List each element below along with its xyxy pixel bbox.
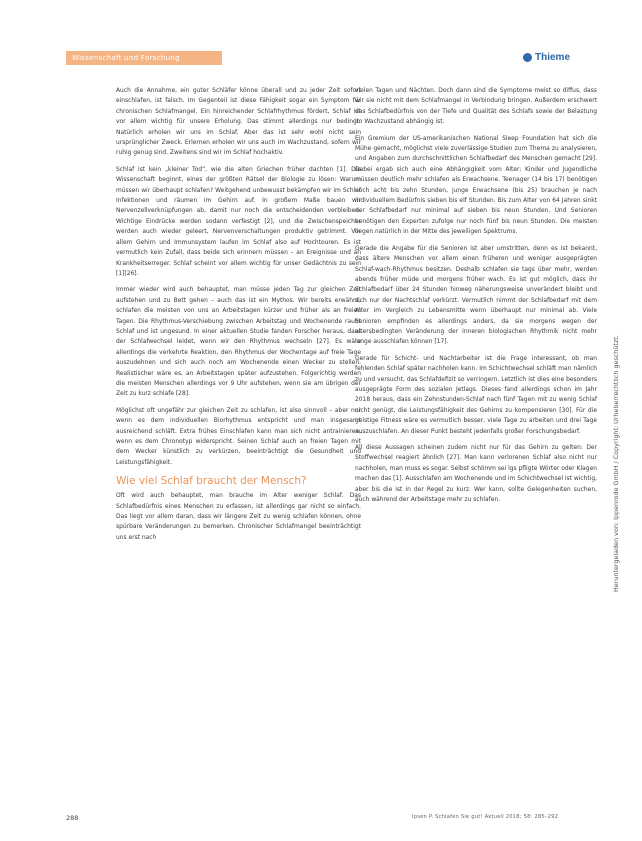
page-number: 288 — [66, 814, 79, 822]
download-notice-text: Heruntergeladen von: Ippenrode GmbH / Copyright: Urheberrechtlich geschützt. — [612, 335, 620, 592]
body-paragraph: Auch die Annahme, ein guter Schläfer könne überall und zu jeder Zeit sofort einschlafen, ist falsch. Im Gegenteil ist diese Fähigkeit sogar ein Symptom für chronischen Schlafmangel. Ein hinreichender Schlafrhythmus fördert, Schlaf ist vor allem wichtig für unsere Erholung. Das stimmt allerdings nur bedingt. Natürlich erholen wir uns im Schlaf. Aber das ist sehr wohl nicht sein ursprünglicher Zweck. Erlernen erholen wir uns auch im Wachzustand, sofern wir ruhig genug sind. Zweitens sind wir im Schlaf hochaktiv. — [116, 87, 361, 157]
section-label: Wissenschaft und Forschung — [72, 54, 180, 62]
download-notice — [612, 272, 624, 592]
section-header-bar — [66, 51, 222, 65]
body-paragraph: All diese Aussagen scheinen zudem nicht nur für das Gehirn zu gelten: Der Stoffwechsel reagiert ähnlich [27]. Man kann verlorenen Schlaf also nicht nur nachholen, man muss es sogar. Selbst schlimm sei lgs pfligte Wörter oder Klagen machen das [1]. Ausschlafen am Wochenende und im Schichtwechsel ist wichtig, aber bis die ist in der Regel zu kurz. Wer kann, sollte Gelegenheiten suchen, auch während der Arbeitstage mehr zu schlafen. — [355, 444, 597, 504]
thieme-logo-icon — [523, 53, 532, 62]
logo-text: Thieme — [535, 52, 571, 63]
citation-footer: Ipsen P. Schlafen Sie gut! Aktuell 2018; 58: 285–292 — [412, 814, 559, 820]
body-paragraph: Gerade für Schicht- und Nachtarbeiter ist die Frage interessant, ob man fehlenden Schlaf später nachholen kann. Im Schichtwechsel schläft man nämlich zu und versucht, das Schlafdefizit so verringern. Letztlich ist dies eine besonders ausgeprägte Form des sozialen Jetlags. Dieses fand allerdings schon im Jahr 2018 heraus, dass ein Zehnstunden-Schlaf nach fünf Tagen mit zu wenig Schlaf nicht genügt, die Leistungsfähigkeit des Gehirns zu kompensieren [30]. Für die geistige Fitness wäre es vermutlich besser, viele Tage zu arbeiten und drei Tage auszuschlafen. An dieser Punkt besteht jedenfalls großer Forschungsbedarf. — [355, 354, 597, 435]
publisher-logo — [523, 50, 570, 65]
left-column — [116, 86, 361, 549]
body-paragraph: Oft wird auch behauptet, man brauche im Alter weniger Schlaf. Das Schlafbedürfnis eines Menschen zu erfassen, ist allerdings gar nicht so einfach. Das liegt vor allem daran, dass wir längere Zeit zu wenig schlafen können, ohne spürbare Veränderungen zu bemerken. Chronischer Schlafmangel beeinträchtigt uns erst nach — [116, 492, 361, 541]
body-paragraph: Gerade die Angabe für die Senioren ist aber umstritten, denn es ist bekannt, dass ältere Menschen vor allem einen früheren und weniger ausgeprägten Schlaf-wach-Rhythmus besitzen. Deshalb schlafen sie tags über mehr, werden abends früher müde und morgens früher wach. Es ist gut möglich, dass ihr Schlafbedarf über 24 Stunden hinweg näherungsweise unverändert bleibt und sich nur der Nachtschlaf verkürzt. Vermutlich nimmt der Schlafbedarf mit dem Alter im Vergleich zu Lebensmitte wenn überhaupt nur minimal ab. Viele Senioren empfinden es allerdings anders, da sie morgens wegen der altersbedingten Veränderung der inneren biologischen Rhythmik nicht mehr lange ausschlafen können [17]. — [355, 244, 597, 346]
section-heading: Wie viel Schlaf braucht der Mensch? — [116, 475, 307, 488]
body-paragraph: Immer wieder wird auch behauptet, man müsse jeden Tag zur gleichen Zeit aufstehen und zu Bett gehen – auch das ist ein Mythos. Wir bereits erwähnt, schlafen die meisten von uns an Arbeitstagen kürzer und früher als an freien Tagen. Die Rhythmus-Verschiebung zwischen Arbeitstag und Wochenende raubt Schlaf und ist ungesund. In einer aktuellen Studie fanden Forscher heraus, dass der Schlafwechsel leidet, wenn wir den Rhythmus wechseln [27]. Es wäre allerdings die verkehrte Reaktion, den Rhythmus der Wochentage auf freie Tage auszudehnen und sich auch noch am Wochenende einen Wecker zu stellen. Realistischer wäre es, an Arbeitstagen später aufzustehen. Folgerichtig werden die meisten Menschen allerdings vor 9 Uhr aufstehen, wenn sie am übrigen der Zeit zu kurz schlafe [28]. — [116, 286, 361, 398]
body-paragraph: Ein Gremium der US-amerikanischen National Sleep Foundation hat sich die Mühe gemacht, möglichst viele zuverlässige Studien zum Thema zu analysieren, und Angaben zum durchschnittlichen Schlafbedarf des Menschen gemacht [29]. Dabei ergab sich auch eine Abhängigkeit vom Alter: Kinder und Jugendliche müssen deutlich mehr schlafen als Erwachsene. Teenager (14 bis 17) benötigen noch acht bis zehn Stunden, junge Erwachsene (bis 25) brauchen je nach individuellem Bedürfnis sieben bis elf Stunden. Bis zum Alter von 64 Jahren sinkt der Schlafbedarf nur minimal auf sieben bis neun Stunden. Und Senioren benötigen den Experten zufolge nur noch fünf bis neun Stunden. Die meisten liegen natürlich in der Mitte des jeweiligen Spektrums. — [355, 134, 597, 236]
right-column — [355, 86, 597, 511]
body-paragraph: Möglichst oft ungefähr zur gleichen Zeit zu schlafen, ist also sinnvoll – aber nur wenn es dem individuellen Biorhythmus entspricht und man insgesamt ausreichend schläft. Extra frühes Einschlafen kann man sich nicht antrainieren, wenn es dem Chronotyp widerspricht. Seinen Schlaf auch an freien Tagen mit dem Wecker künstlich zu verkürzen, beeinträchtigt die Gesundheit und Leistungsfähigkeit. — [116, 406, 361, 466]
body-paragraph: Schlaf ist kein „kleiner Tod“, wie die alten Griechen früher dachten [1]. Die Wissenschaft beginnt, eines der größten Rätsel der Biologie zu lösen: Warum müssen wir überhaupt schlafen? Weitgehend unbewusst bekämpfen wir im Schlaf Infektionen und räumen im Gehirn auf. In großem Maße bauen wir Nervenzellverknüpfungen ab, damit nur noch die entscheidenden verbleiben. Wichtige Eindrücke werden sodann verfestigt [2], und die Zwischenspeicher werden auch wieder geleert, Nervenverschaltungen produktiv getrimmt. Vor allem Gehirn und Immunsystem laufen im Schlaf also auf Hochtouren. Es ist vermutlich kein Zufall, dass beide sich erinnern müssen – an Ereignisse und an Krankheitserreger. Schlaf scheint vor allem wichtig für unser Gedächtnis zu sein [1][26]. — [116, 165, 361, 277]
body-paragraph: vielen Tagen und Nächten. Doch dann sind die Symptome meist so diffus, dass wir sie nicht mit dem Schlafmangel in Verbindung bringen. Außerdem erschwert das Schlafbedürfnis von der Tiefe und Qualität des Schlafs sowie der Belastung im Wachzustand abhängig ist. — [355, 87, 597, 126]
